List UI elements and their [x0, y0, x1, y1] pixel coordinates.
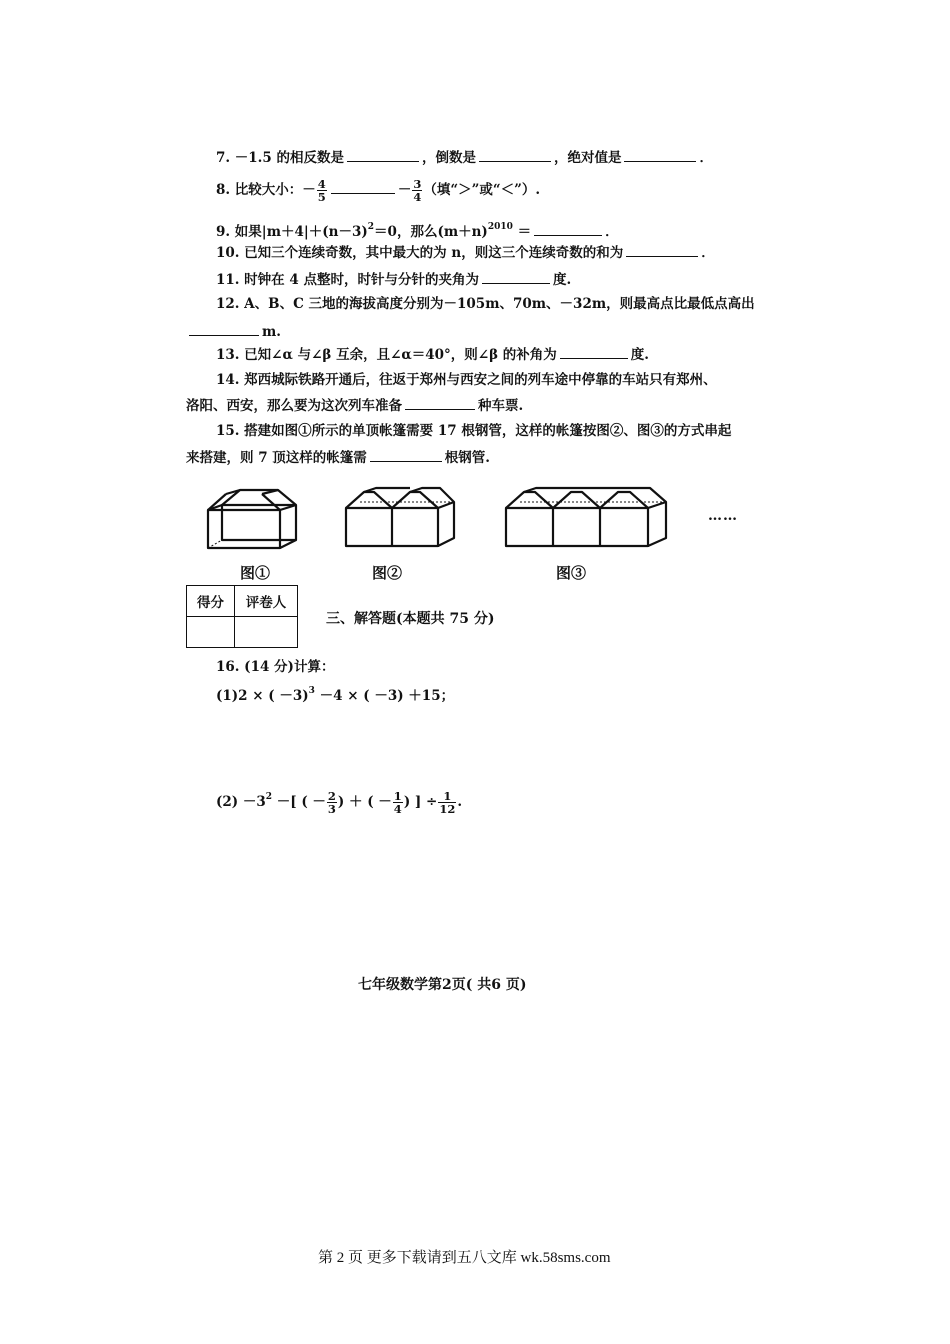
minus-sign: － — [397, 182, 412, 198]
figure-1-caption: 图① — [240, 564, 271, 582]
part-2-text-2: －[ ( － — [272, 794, 326, 810]
question-8-suffix: （填“＞”或“＜”）. — [423, 182, 541, 198]
fraction-numerator: 3 — [413, 177, 422, 191]
exponent: 2 — [265, 792, 273, 802]
equals-sign: ＝ — [512, 224, 532, 240]
question-14-text: 14. 郑西城际铁路开通后，往返于郑州与西安之间的列车途中停靠的车站只有郑州、 — [216, 372, 717, 388]
part-1-text: (1)2 × ( －3) — [216, 688, 309, 704]
tent-figures — [200, 480, 680, 550]
question-9-end: ． — [605, 224, 619, 240]
tent-figure-1 — [208, 490, 296, 548]
exponent: 2 — [367, 222, 375, 232]
fraction-numerator: 1 — [438, 790, 456, 803]
answer-blank — [560, 345, 628, 359]
question-13-end: 度. — [630, 347, 649, 363]
question-8 — [216, 178, 540, 203]
grader-cell — [235, 617, 298, 648]
question-16-part-1 — [216, 682, 454, 705]
fraction-denominator: 4 — [393, 802, 402, 816]
question-16-part-2 — [216, 788, 462, 815]
question-15-text: 15. 搭建如图①所示的单顶帐篷需要 17 根钢管，这样的帐篷按图②、图③的方式串起 — [216, 423, 732, 439]
question-9-text: 9. 如果|m＋4|＋(n－3) — [216, 224, 368, 240]
fraction-numerator: 4 — [317, 177, 326, 191]
score-table — [186, 585, 298, 648]
question-7-text: 7. －1.5 的相反数是 — [216, 150, 344, 166]
question-10-end: ． — [701, 245, 715, 261]
question-15-end: 根钢管. — [444, 450, 490, 466]
part-2-text: (2) －3 — [216, 794, 266, 810]
question-15 — [216, 422, 731, 440]
question-7-text-3: ，绝对值是 — [553, 150, 622, 166]
page-footer: 七年级数学第2页( 共6 页) — [358, 977, 527, 993]
answer-blank — [189, 322, 259, 336]
grader-header: 评卷人 — [235, 586, 298, 617]
question-14 — [216, 371, 717, 389]
answer-blank — [482, 270, 550, 284]
exponent: 2010 — [487, 222, 513, 232]
fraction — [412, 178, 422, 203]
question-14-line-2 — [186, 396, 523, 415]
question-12-text: 12. A、B、C 三地的海拔高度分别为－105m、70m、－32m，则最高点比最低点高出 — [216, 296, 755, 312]
continuation-dots: …… — [708, 508, 738, 524]
part-2-end: . — [457, 794, 463, 810]
answer-blank — [626, 243, 698, 257]
question-10 — [216, 243, 715, 262]
fraction — [438, 790, 456, 815]
question-15-line-2 — [186, 448, 490, 467]
question-15-text-2: 来搭建，则 7 顶这样的帐篷需 — [186, 450, 367, 466]
question-7-text-2: ，倒数是 — [421, 150, 476, 166]
question-12-end: m. — [262, 324, 281, 340]
answer-blank — [331, 180, 395, 194]
tent-figure-3 — [506, 488, 666, 546]
figure-2-caption: 图② — [372, 564, 403, 582]
fraction-numerator: 1 — [393, 789, 402, 803]
question-9-text-2: ＝0，那么(m＋n) — [374, 224, 488, 240]
fraction — [393, 790, 403, 815]
fraction-denominator: 3 — [327, 802, 336, 816]
fraction-denominator: 5 — [317, 190, 326, 204]
question-14-end: 种车票. — [478, 398, 524, 414]
question-11-text: 11. 时钟在 4 点整时，时针与分针的夹角为 — [216, 272, 479, 288]
score-cell — [187, 617, 235, 648]
question-13 — [216, 345, 649, 364]
part-2-text-3: ) ＋ ( － — [337, 794, 392, 810]
part-2-text-4: ) ] ÷ — [403, 794, 438, 810]
question-11 — [216, 270, 571, 289]
question-13-text: 13. 已知∠α 与∠β 互余，且∠α＝40°，则∠β 的补角为 — [216, 347, 557, 363]
answer-blank — [624, 148, 696, 162]
site-footer: 第 2 页 更多下载请到五八文库 wk.58sms.com — [318, 1250, 611, 1266]
question-16-title: 16. (14 分)计算： — [216, 659, 335, 675]
part-1-text-2: －4 × ( －3) ＋15； — [314, 688, 455, 704]
question-8-text: 8. 比较大小：－ — [216, 182, 316, 198]
answer-blank — [405, 396, 475, 410]
answer-blank — [534, 222, 602, 236]
question-7 — [216, 148, 713, 167]
tent-figure-2 — [346, 488, 454, 546]
question-9 — [216, 218, 619, 241]
question-10-text: 10. 已知三个连续奇数，其中最大的为 n，则这三个连续奇数的和为 — [216, 245, 624, 261]
question-11-end: 度. — [552, 272, 572, 288]
figure-3-caption: 图③ — [556, 564, 587, 582]
fraction — [327, 790, 337, 815]
exponent: 3 — [308, 686, 315, 696]
question-14-text-2: 洛阳、西安，那么要为这次列车准备 — [186, 398, 402, 414]
answer-blank — [370, 448, 442, 462]
answer-blank — [347, 148, 419, 162]
fraction-numerator: 2 — [327, 789, 336, 803]
fraction — [317, 178, 327, 203]
question-12-line-2 — [186, 322, 281, 341]
question-12 — [216, 295, 755, 313]
fraction-denominator: 12 — [439, 802, 456, 816]
fraction-denominator: 4 — [413, 190, 422, 204]
score-header: 得分 — [187, 586, 235, 617]
question-7-end: ． — [699, 150, 713, 166]
section-3-title: 三、解答题(本题共 75 分) — [326, 611, 495, 627]
answer-blank — [479, 148, 551, 162]
